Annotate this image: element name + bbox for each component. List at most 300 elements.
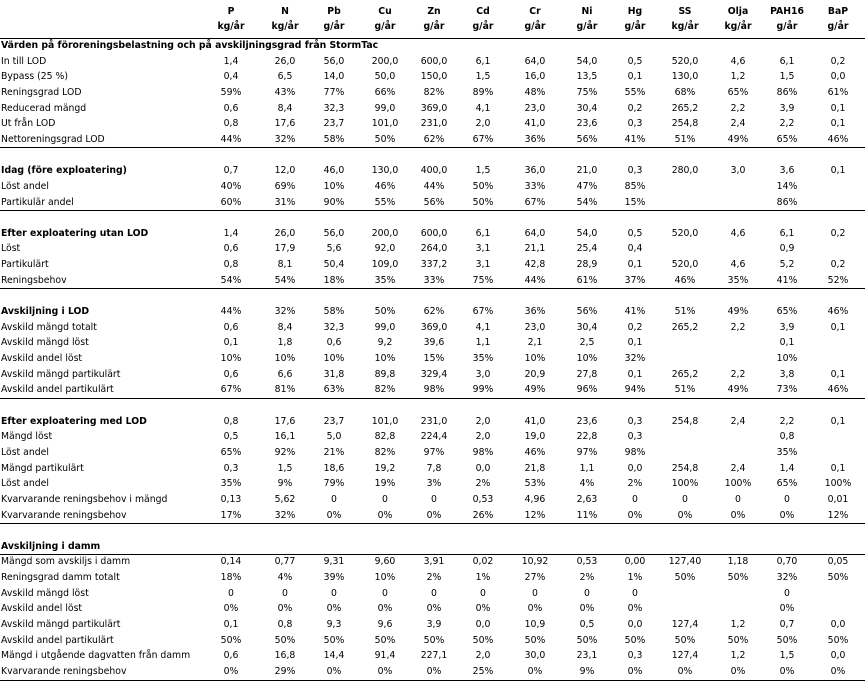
table-cell: 224,4 [420,431,448,443]
table-cell: 49% [524,384,546,396]
table-cell [713,335,763,351]
table-cell: 2,63 [576,493,598,505]
row-label: Mängd löst [1,431,53,443]
table-cell: 520,0 [671,259,699,271]
table-cell: 7,8 [426,462,442,474]
table-cell: 0,0 [627,619,643,631]
table-cell: 2% [426,572,442,584]
table-cell: 82% [374,384,396,396]
table-cell: 0 [431,493,437,505]
table-cell: 50% [674,634,696,646]
table-row [0,367,865,383]
table-cell: 0,5 [627,55,643,67]
table-cell: 0,1 [627,71,643,83]
table-cell: 0,1 [830,415,846,427]
table-cell: 0,1 [830,102,846,114]
table-cell: 2,0 [475,415,491,427]
table-row [0,508,865,525]
table-cell: 54% [576,196,598,208]
table-row [0,210,865,226]
table-cell: 27,8 [576,368,598,380]
table-cell [713,351,763,367]
table-cell: 0% [377,666,393,677]
table-cell: 0 [331,587,337,599]
row-label: Avskild andel partikulärt [1,634,114,646]
table-cell: 0,1 [627,368,643,380]
table-cell: 369,0 [420,102,448,114]
table-cell: 13,5 [576,71,598,83]
table-cell: 0 [382,587,388,599]
table-cell: 0,6 [223,650,239,662]
table-cell: 46% [674,274,696,286]
table-cell: 3,1 [475,259,491,271]
column-header-name: SS [678,6,692,17]
table-cell: 50% [374,306,396,318]
row-label: Kvarvarande reningsbehov [1,509,127,521]
table-cell: 2,4 [730,415,746,427]
table-cell: 56% [576,306,598,318]
table-cell: 30,0 [524,650,546,662]
table-cell: 2,2 [779,415,795,427]
table-cell: 65% [220,446,242,458]
row-label: Mängd i utgående dagvatten från damm [1,650,191,662]
table-cell: 2,2 [730,368,746,380]
column-header-name: PAH16 [770,6,804,17]
table-cell: 329,4 [420,368,448,380]
row-label: Reducerad mängd [1,102,87,114]
table-cell: 0,3 [627,650,643,662]
table-cell: 8,4 [277,321,293,333]
row-label: Nettoreningsgrad LOD [1,133,105,145]
table-cell: 17% [220,509,242,521]
table-cell: 50% [374,133,396,145]
table-cell: 2,2 [730,102,746,114]
table-cell: 94% [624,384,646,396]
table-cell: 0% [326,603,342,615]
table-cell: 0,5 [627,227,643,239]
table-cell: 86% [776,196,798,208]
table-cell: 77% [323,86,345,98]
table-cell: 25,4 [576,243,598,255]
table-cell: 1% [475,572,491,584]
table-cell: 600,0 [420,227,448,239]
table-cell: 100% [724,478,752,490]
table-cell: 0,6 [326,337,342,349]
table-cell: 265,2 [671,102,699,114]
table-cell: 4,96 [524,493,546,505]
table-cell: 0,02 [472,556,494,568]
table-cell: 41% [776,274,798,286]
table-cell: 0% [627,666,643,677]
table-cell: 17,6 [274,415,296,427]
table-cell: 56,0 [323,55,345,67]
row-label: Avskild mängd löst [1,587,89,599]
table-cell: 2,0 [475,118,491,130]
table-row [0,101,865,117]
table-cell: 0% [677,666,693,677]
table-cell: 0,2 [830,259,846,271]
table-cell: 2% [579,572,595,584]
table-cell: 67% [472,133,494,145]
table-cell: 0 [584,587,590,599]
table-cell: 50% [374,634,396,646]
table-cell: 23,0 [524,102,546,114]
column-header-name: Cr [529,6,541,17]
table-cell: 0,0 [475,462,491,474]
table-cell: 68% [674,86,696,98]
table-cell: 32% [776,572,798,584]
table-cell: 37% [624,274,646,286]
table-cell: 0,0 [830,71,846,83]
table-cell [660,429,710,445]
table-cell: 35% [472,353,494,364]
table-cell: 0,7 [779,619,795,631]
table-cell: 0% [779,509,795,521]
table-cell: 41% [624,133,646,145]
table-row [0,382,865,399]
column-header-unit: g/år [423,21,445,32]
table-cell: 49% [727,133,749,145]
table-cell: 0% [730,666,746,677]
table-row [0,288,865,304]
table-cell: 99% [472,384,494,396]
table-cell: 58% [323,133,345,145]
table-cell: 9% [579,666,595,677]
row-label: Reningsbehov [1,274,67,286]
table-cell: 54% [274,274,296,286]
table-cell: 3,9 [426,619,442,631]
column-header-name: Hg [627,6,643,17]
table-cell: 0,8 [779,431,795,443]
table-cell: 9,6 [377,619,393,631]
table-cell: 0,8 [223,259,239,271]
table-cell: 50% [472,180,494,192]
table-cell: 10% [576,353,598,364]
table-cell [660,586,710,602]
table-cell: 50% [472,634,494,646]
table-row [0,398,865,414]
row-label: Efter exploatering utan LOD [1,227,149,239]
table-cell: 1,18 [727,556,749,568]
section-header-row [0,304,865,320]
table-cell: 60% [220,196,242,208]
table-cell: 1,2 [730,650,746,662]
column-header-name: Ni [581,6,593,17]
column-header-name: Cu [378,6,392,17]
table-cell: 4% [277,572,293,584]
table-row [0,116,865,132]
table-cell: 49% [727,306,749,318]
table-row [0,148,865,164]
table-row [0,85,865,101]
table-cell: 33% [423,274,445,286]
table-cell: 10% [374,572,396,584]
table-cell: 265,2 [671,321,699,333]
table-cell: 3,0 [475,368,491,380]
table-cell: 12,0 [274,165,296,177]
table-cell: 0% [830,666,846,677]
table-cell: 50% [524,634,546,646]
table-cell: 0,8 [277,619,293,631]
table-cell: 61% [827,86,849,98]
table-cell: 9% [277,478,293,490]
table-cell: 8,4 [277,102,293,114]
table-cell: 0,2 [627,321,643,333]
table-cell [813,351,863,367]
table-cell: 23,7 [323,118,345,130]
row-label: Idag (före exploatering) [1,165,127,177]
table-cell: 54% [220,274,242,286]
column-header-unit: g/år [576,21,598,32]
table-cell: 6,1 [779,55,795,67]
table-cell: 0,6 [223,102,239,114]
table-cell [660,601,710,617]
table-cell: 32,3 [323,102,345,114]
table-cell [813,601,863,617]
table-cell: 0,1 [830,321,846,333]
table-cell: 16,0 [524,71,546,83]
table-cell: 23,0 [524,321,546,333]
table-cell [660,351,710,367]
table-cell: 50% [674,572,696,584]
table-cell: 23,6 [576,415,598,427]
table-cell: 0% [779,603,795,615]
table-cell: 21% [323,446,345,458]
table-cell: 0% [527,603,543,615]
table-cell: 1,4 [223,55,239,67]
table-cell: 0 [682,493,688,505]
table-cell: 127,4 [671,650,699,662]
section-header-row [0,539,865,556]
table-cell: 231,0 [420,415,448,427]
row-label: Kvarvarande reningsbehov [1,666,127,677]
table-cell: 1,5 [475,165,491,177]
table-cell: 46% [827,133,849,145]
table-row [0,492,865,508]
table-cell: 65% [727,86,749,98]
row-label: Avskiljning i LOD [1,306,90,318]
table-cell [813,335,863,351]
table-cell [813,179,863,195]
table-cell: 0,1 [830,462,846,474]
row-label: Avskild andel löst [1,353,83,364]
table-cell: 0% [779,666,795,677]
table-cell: 0,1 [223,337,239,349]
table-cell [813,241,863,257]
table-cell: 0 [480,587,486,599]
table-cell: 36% [524,133,546,145]
table-cell: 82,8 [374,431,396,443]
table-cell: 15% [423,353,445,364]
table-cell: 47% [576,180,598,192]
row-label: Löst andel [1,446,49,458]
table-cell: 0,4 [627,243,643,255]
table-row [0,648,865,664]
table-row [0,476,865,492]
table-cell: 0% [730,509,746,521]
table-cell: 400,0 [420,165,448,177]
table-cell: 19,2 [374,462,396,474]
table-cell: 0,3 [627,431,643,443]
section-header-row [0,163,865,179]
table-cell: 1,5 [779,650,795,662]
table-cell: 58% [323,306,345,318]
column-header-unit: kg/år [271,21,299,32]
table-cell [813,195,863,211]
table-cell: 0,3 [627,165,643,177]
table-cell: 0,8 [223,415,239,427]
table-cell: 10% [524,353,546,364]
table-row [0,257,865,273]
table-cell: 4,6 [730,227,746,239]
table-cell: 0 [735,493,741,505]
table-cell: 0 [784,587,790,599]
table-cell: 254,8 [671,118,699,130]
table-cell: 0 [431,587,437,599]
table-cell: 6,1 [779,227,795,239]
table-cell: 41% [624,306,646,318]
table-cell: 82% [423,86,445,98]
table-cell: 0 [382,493,388,505]
table-cell: 11% [576,509,598,521]
table-cell: 520,0 [671,55,699,67]
row-label: Efter exploatering med LOD [1,415,147,427]
table-cell: 35% [374,274,396,286]
table-cell: 0 [282,587,288,599]
table-cell [660,241,710,257]
table-cell: 1,4 [223,227,239,239]
table-row [0,617,865,633]
table-row [0,273,865,290]
table-cell: 65% [776,478,798,490]
table-cell: 97% [423,446,445,458]
table-cell [813,586,863,602]
column-header-name: Olja [727,6,749,17]
table-cell: 28,9 [576,259,598,271]
table-cell: 0,6 [223,243,239,255]
table-cell: 56,0 [323,227,345,239]
table-cell: 97% [576,446,598,458]
table-cell [713,586,763,602]
table-cell: 0% [277,603,293,615]
table-row [0,179,865,195]
table-cell: 3,6 [779,165,795,177]
table-cell: 0% [223,603,239,615]
table-cell: 0,05 [827,556,849,568]
table-cell: 50% [274,634,296,646]
table-cell: 254,8 [671,462,699,474]
row-label: Löst [1,243,21,255]
table-cell: 52% [827,274,849,286]
table-cell: 5,2 [779,259,795,271]
column-header-unit: kg/år [724,21,752,32]
row-label: Reningsgrad LOD [1,86,82,98]
table-cell: 23,1 [576,650,598,662]
table-cell: 50% [776,634,798,646]
table-cell: 82% [374,446,396,458]
table-cell: 46% [827,384,849,396]
table-cell: 51% [674,133,696,145]
table-cell: 32,3 [323,321,345,333]
table-row [0,664,865,681]
table-cell: 36,0 [524,165,546,177]
table-cell: 4,1 [475,102,491,114]
table-cell: 89% [472,86,494,98]
table-cell: 3,0 [730,165,746,177]
table-cell: 33% [524,180,546,192]
table-cell: 5,62 [274,493,296,505]
table-cell: 9,2 [377,337,393,349]
table-cell: 100% [824,478,852,490]
table-cell: 10% [776,353,798,364]
table-row [0,351,865,367]
table-cell: 3,9 [779,321,795,333]
table-cell: 0,1 [830,165,846,177]
table-cell: 50% [827,572,849,584]
table-cell: 18,6 [323,462,345,474]
table-cell: 0% [527,666,543,677]
table-row [0,523,865,539]
table-cell: 32% [274,133,296,145]
table-cell: 44% [220,133,242,145]
table-cell: 2% [627,478,643,490]
table-cell: 69% [274,180,296,192]
table-cell: 0,14 [220,556,242,568]
table-cell: 1,5 [277,462,293,474]
column-header-name: P [227,6,235,17]
table-cell: 54,0 [576,227,598,239]
table-row [0,570,865,586]
table-cell: 99,0 [374,321,396,333]
table-cell: 0% [426,509,442,521]
table-cell: 4% [579,478,595,490]
table-cell: 5,0 [326,431,342,443]
table-cell: 10,9 [524,619,546,631]
table-cell: 23,6 [576,118,598,130]
column-header-name: BaP [827,6,849,17]
table-cell: 35% [776,446,798,458]
table-cell: 63% [323,384,345,396]
table-cell: 41,0 [524,415,546,427]
table-cell: 0,7 [223,165,239,177]
table-cell: 48% [524,86,546,98]
table-cell: 5,6 [326,243,342,255]
table-cell: 50% [624,634,646,646]
table-row [0,554,865,570]
table-cell: 0% [426,666,442,677]
column-header-unit: g/år [827,21,849,32]
table-cell: 85% [624,180,646,192]
table-cell: 0,00 [624,556,646,568]
table-cell: 89,8 [374,368,396,380]
column-header-name: Cd [476,6,490,17]
table-cell: 55% [374,196,396,208]
table-cell: 0,2 [627,102,643,114]
table-cell: 46,0 [323,165,345,177]
table-cell [713,429,763,445]
table-cell: 50% [727,634,749,646]
table-cell: 17,6 [274,118,296,130]
table-cell: 39% [323,572,345,584]
table-cell: 4,6 [730,55,746,67]
table-cell: 337,2 [420,259,448,271]
table-cell: 23,7 [323,415,345,427]
table-cell: 67% [524,196,546,208]
row-label: Reningsgrad damm totalt [1,572,120,584]
table-cell: 90% [323,196,345,208]
table-cell: 10% [323,353,345,364]
table-cell: 0,70 [776,556,798,568]
